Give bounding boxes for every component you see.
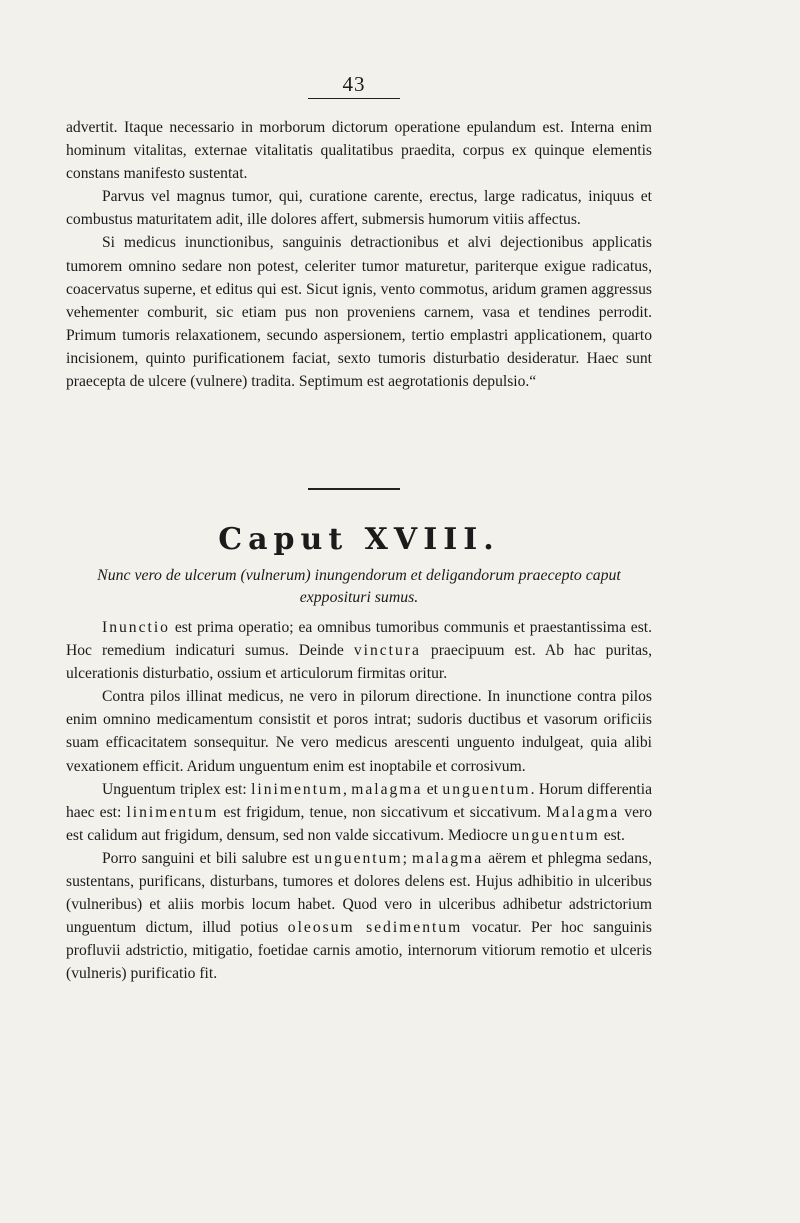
text-run: vocatur. Per hoc sanguinis profluvii adstrictio, mitigatio, foetidae carnis amotio, internorum vitiorum remotio et ulceris (vulneris) purificatio fit. <box>66 919 653 983</box>
paragraph-unguentum-triplex <box>66 778 652 847</box>
text-run: . Horum differentia haec est: <box>66 780 653 821</box>
chapter-heading: Caput XVIII. <box>218 522 500 557</box>
term-inunctio: Inunctio <box>102 619 170 636</box>
term-linimentum: linimentum <box>126 803 219 821</box>
text-run: aërem et phlegma sedans, sustentans, purificans, disturbans, tumores et dolores delens est. Hujus adhibitio in ulceribus (vulneribus) et aliis morbis locum habet. Quod vero in ulceribus adhibetur adstrictorium unguentum dictum, illud potius <box>66 849 652 937</box>
paragraph-2: Parvus vel magnus tumor, qui, curatione carente, erectus, large radicatus, iniquus et combustus maturitatem adit, ille dolores affert, submersis humorum vitiis affectus. <box>66 188 652 229</box>
text-run: , <box>342 780 352 798</box>
term-unguentum: unguentum <box>442 780 531 798</box>
paragraph-3: Si medicus inunctionibus, sanguinis detractionibus et alvi dejectionibus applicatis tumorem omnino sedare non potest, celeriter tumor maturetur, pariterque exigue radicatus, coacervatus superne, et editus qui est. Sicut ignis, vento commotus, aridum gramen aggressus vehementer comburit, sic etiam pus non proveniens carnem, vasa et tendines perrodit. Primum tumoris relaxationem, secundo aspersionem, tertio emplastri applicationem, quarto incisionem, quinto purificationem faciat, sexto tumoris disturbatio desideratur. Haec sunt praecepta de ulcere (vulnere) tradita. Septimum est aegrotationis depulsio.“ <box>66 234 652 391</box>
text-run: est. <box>599 826 625 844</box>
text-run: et <box>422 780 443 798</box>
text-run: praecipuum est. Ab hac puritas, ulcerationis disturbatio, ossium et articulorum firmitas oritur. <box>66 642 652 683</box>
text-run: Porro sanguini et bili salubre est <box>102 849 315 867</box>
paragraph-1: advertit. Itaque necessario in morborum dictorum operatione epulandum est. Interna enim hominum vitalitas, externae vitalitatis qualitatibus praedita, corpus ex quinque elementis constans manifesto sustentat. <box>66 119 652 183</box>
term-malagma: Malagma <box>546 803 620 821</box>
text-run: est frigidum, tenue, non siccativum et siccativum. <box>218 803 547 821</box>
chapter-text-block <box>66 616 652 986</box>
top-text-block <box>66 116 652 393</box>
term-malagma: malagma <box>351 780 423 798</box>
page-number: 43 <box>342 72 366 96</box>
paragraph-contra-pilos: Contra pilos illinat medicus, ne vero in pilorum directione. In inunctione contra pilos enim omnino medicamentum consistit et poros intrat; sudoris ductibus et vasorum orificiis suam efficacitatem sonsequitur. Ne vero medicus arescenti unguento indulgeat, quia alibi vexationem efficit. Aridum unguentum enim est inoptabile et corrosivum. <box>66 688 652 775</box>
term-unguentum: unguentum <box>511 826 600 844</box>
term-oleosum-sedimentum: oleosum sedimentum <box>287 919 463 937</box>
text-run: vero est calidum aut frigidum, densum, sed non valde siccativum. Mediocre <box>66 803 653 844</box>
paragraph-inunctio <box>66 616 652 685</box>
text-run: Unguentum triplex est: <box>102 780 252 798</box>
term-malagma: malagma <box>412 849 484 867</box>
chapter-subtitle: Nunc vero de ulcerum (vulnerum) inungendorum et deligandorum praecepto caput expposituri sumus. <box>97 567 621 606</box>
term-unguentum: unguentum <box>314 849 403 867</box>
term-linimentum: linimentum <box>251 780 343 798</box>
term-vinctura: vinctura <box>353 642 421 660</box>
section-divider <box>308 488 400 490</box>
page-number-rule <box>308 98 400 99</box>
text-run: ; <box>402 849 412 867</box>
text-run: est prima operatio; ea omnibus tumoribus communis et praestantissima est. Hoc remedium indicaturi sumus. Deinde <box>66 619 652 660</box>
paragraph-porro <box>66 847 652 986</box>
